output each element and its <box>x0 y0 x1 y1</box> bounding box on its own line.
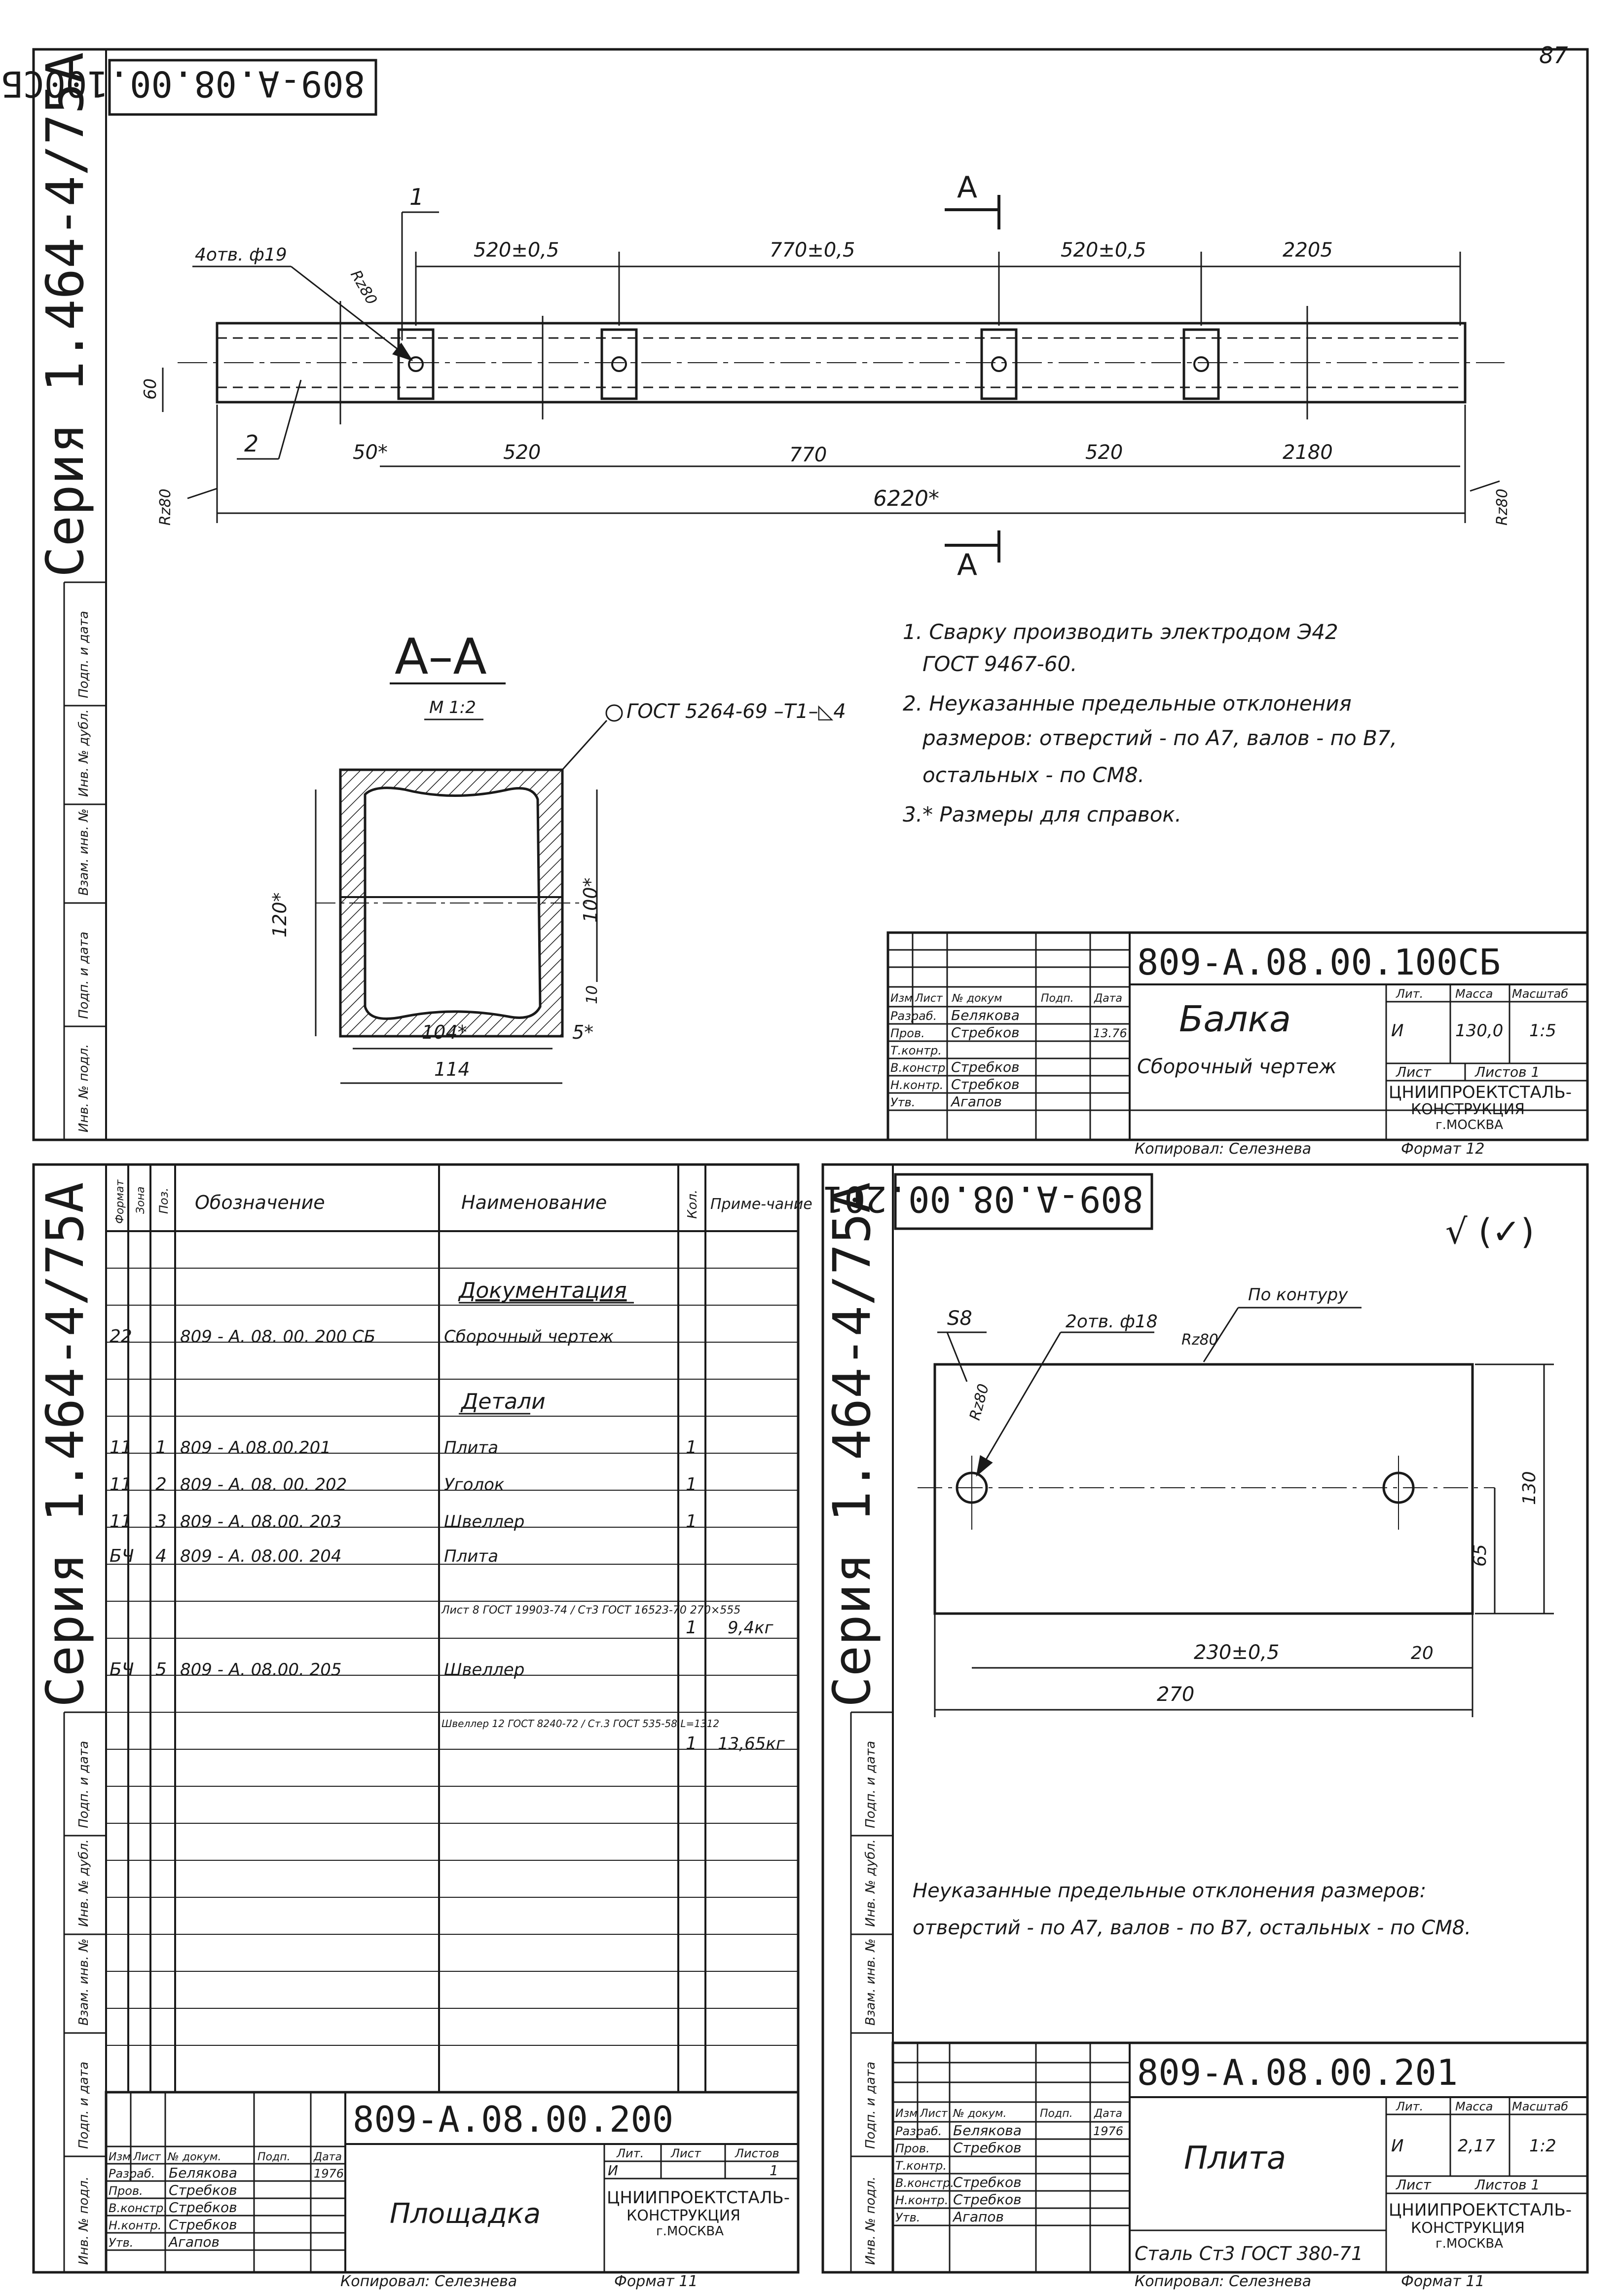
tb-role: В.констр. <box>895 2176 955 2190</box>
spec-qty: 1 <box>686 1437 697 1458</box>
rz-top: Rz80 <box>1181 1331 1218 1349</box>
note-line: остальных - по СМ8. <box>922 763 1145 787</box>
rz-hole: Rz80 <box>966 1382 993 1423</box>
side-label: Подп. и дата <box>76 931 91 1019</box>
dim-520-c: 520 <box>503 441 541 464</box>
spec-name: Плита <box>444 1438 499 1458</box>
tb-hdr: Дата <box>314 2151 342 2163</box>
tb-role: В.констр. <box>109 2201 168 2215</box>
tb-format: Формат 12 <box>1401 1140 1485 1158</box>
dim-100: 100* <box>580 877 601 923</box>
spec-pos: 1 <box>155 1437 167 1458</box>
dim-270: 270 <box>1157 1683 1195 1706</box>
spec-code: 809 - А. 08. 00. 202 <box>180 1475 347 1495</box>
tb-sheets: Листов 1 <box>1475 2177 1540 2193</box>
tb-person: Стребков <box>951 1076 1020 1092</box>
weld-note: ГОСТ 5264-69 –Т1–◺4 <box>626 700 846 723</box>
tb-sheet: Лист <box>1396 2177 1431 2193</box>
tb-role: Т.контр. <box>895 2159 947 2173</box>
tb-person: Стребков <box>953 2174 1022 2190</box>
side-label: Подп. и дата <box>76 2061 91 2149</box>
spec-name: Уголок <box>444 1475 505 1495</box>
page-number: 87 <box>1539 42 1568 69</box>
spec-hdr-pos: Поз. <box>157 1187 171 1214</box>
spec-hdr-format: Формат <box>114 1179 126 1224</box>
spec-code: 809 - А. 08.00. 204 <box>180 1546 342 1566</box>
side-label: Подп. и дата <box>76 610 91 698</box>
holes-label: 4отв. ф19 <box>195 245 287 265</box>
note-line: ГОСТ 9467-60. <box>922 652 1077 676</box>
tb-org: ЦНИИПРОЕКТСТАЛЬ- <box>1389 1083 1572 1102</box>
dim-770-a: 770±0,5 <box>770 239 855 262</box>
tb-hdr: Дата <box>1094 992 1122 1005</box>
tb-hdr: Изм <box>109 2151 131 2163</box>
stamp-code-inverted: 809-А.08.00.201 <box>822 1178 1143 1220</box>
tb-date: 13.76 <box>1093 1026 1127 1040</box>
tb-role: Разраб. <box>895 2124 942 2138</box>
spec-row <box>110 1474 697 1495</box>
spec-fmt: 11 <box>110 1437 132 1458</box>
dim-65: 65 <box>1470 1544 1490 1567</box>
roughness-symbol: √ (✓) <box>1445 1211 1535 1252</box>
tb-person: Белякова <box>951 1007 1020 1023</box>
plate-sheet <box>822 1165 1587 2290</box>
dim-230: 230±0,5 <box>1194 1641 1280 1664</box>
tb-mass: 2,17 <box>1458 2136 1495 2156</box>
spec-title-code: 809-А.08.00.200 <box>353 2099 674 2140</box>
spec-name: Плита <box>444 1546 499 1566</box>
tb-person: Стребков <box>169 2217 237 2233</box>
title-code: 809-А.08.00.100СБ <box>1137 941 1501 983</box>
tb-hdr: Изм <box>890 992 913 1005</box>
tb-mass: 130,0 <box>1455 1021 1504 1041</box>
spec-row <box>110 1511 697 1532</box>
plate-title-name: Плита <box>1184 2140 1287 2177</box>
tb-copied: Копировал: Селезнева <box>1135 1140 1312 1158</box>
dim-2180: 2180 <box>1283 441 1333 464</box>
tb-person: Стребков <box>951 1059 1020 1075</box>
tb-person: Стребков <box>953 2140 1022 2156</box>
tb-copied: Копировал: Селезнева <box>340 2273 517 2290</box>
spec-hdr-name: Наименование <box>461 1192 607 1213</box>
tb-sheets: 1 <box>770 2162 778 2179</box>
note-line: 3.* Размеры для справок. <box>903 802 1182 827</box>
tb-person: Агапов <box>953 2209 1004 2225</box>
spec-pos: 2 <box>155 1474 167 1495</box>
side-label: Инв. № дубл. <box>76 709 91 797</box>
spec-name: Швеллер 12 ГОСТ 8240-72 / Ст.3 ГОСТ 535-58 L=1312 <box>442 1718 720 1730</box>
tb-lit: И <box>1391 2136 1404 2156</box>
plate-title-code: 809-А.08.00.201 <box>1137 2052 1458 2093</box>
note-line: размеров: отверстий - по А7, валов - по В7, <box>922 726 1397 750</box>
spec-title-name: Площадка <box>390 2198 541 2230</box>
tb-role: Утв. <box>109 2236 134 2250</box>
tb-person: Стребков <box>169 2182 237 2198</box>
spec-hdr-code: Обозначение <box>195 1192 325 1213</box>
spec-fmt: 22 <box>110 1326 132 1347</box>
tb-role: Пров. <box>890 1026 925 1040</box>
spec-qty: 1 <box>686 1733 697 1754</box>
spec-hdr-qty: Кол. <box>685 1189 700 1219</box>
dim-10: 10 <box>584 985 601 1004</box>
tb-lit-hdr: Листов <box>735 2146 779 2160</box>
tb-org: г.МОСКВА <box>1436 1118 1504 1132</box>
tb-lit-hdr: Лит. <box>617 2146 644 2160</box>
tb-role: Разраб. <box>109 2167 155 2181</box>
tb-hdr: № докум. <box>168 2151 221 2163</box>
section-mark-bottom: А <box>957 548 978 582</box>
title-doc-type: Сборочный чертеж <box>1137 1055 1337 1078</box>
dim-520-b: 520±0,5 <box>1061 239 1146 262</box>
beam-elevation <box>178 301 1505 424</box>
rz-left: Rz80 <box>157 489 174 526</box>
tb-role: Н.контр. <box>890 1078 944 1092</box>
tb-hdr: Лист <box>920 2108 948 2120</box>
side-label: Подп. и дата <box>863 2061 878 2149</box>
spec-code: 809 - А.08.00.201 <box>180 1438 331 1458</box>
side-label: Инв. № подл. <box>76 1044 91 1132</box>
tb-hdr: Дата <box>1094 2108 1122 2120</box>
tb-lit-hdr: Масса <box>1455 987 1493 1001</box>
dim-6220: 6220* <box>873 486 939 511</box>
position-1: 1 <box>409 184 424 210</box>
tb-sheets: Листов 1 <box>1475 1064 1540 1080</box>
dim-130: 130 <box>1519 1471 1540 1505</box>
tb-hdr: Подп. <box>258 2151 291 2163</box>
spec-name: Сборочный чертеж <box>444 1327 614 1347</box>
tb-lit-hdr: Масса <box>1455 2100 1493 2113</box>
tb-org: КОНСТРУКЦИЯ <box>626 2207 740 2224</box>
rz-right: Rz80 <box>1494 489 1511 526</box>
series-label: Серия 1.464-4/75А <box>35 52 95 577</box>
spec-section-parts: Детали <box>461 1389 546 1414</box>
dim-114: 114 <box>434 1058 470 1080</box>
position-2: 2 <box>244 430 259 457</box>
spec-row <box>442 1718 785 1754</box>
tb-org: ЦНИИПРОЕКТСТАЛЬ- <box>1389 2200 1572 2220</box>
dim-104: 104* <box>422 1021 467 1043</box>
spec-row <box>441 1604 774 1638</box>
tb-role: Н.контр. <box>109 2219 162 2232</box>
section-mark-top: А <box>957 170 978 205</box>
spec-code: 809 - А. 08.00. 205 <box>180 1660 342 1680</box>
spec-pos: 4 <box>155 1546 167 1566</box>
tb-org: г.МОСКВА <box>1436 2236 1504 2251</box>
side-label: Подп. и дата <box>76 1740 91 1828</box>
dim-20: 20 <box>1411 1643 1434 1663</box>
tb-lit-hdr: Лит. <box>1396 2100 1424 2113</box>
tb-role: Н.контр. <box>895 2193 949 2207</box>
spec-row <box>110 1437 697 1458</box>
tb-lit-hdr: Масштаб <box>1512 987 1569 1001</box>
spec-qty: 1 <box>686 1474 697 1495</box>
tb-person: Агапов <box>951 1093 1002 1110</box>
tb-role: Пров. <box>895 2142 930 2155</box>
tb-date: 1976 <box>314 2167 344 2181</box>
spec-section-docs: Документация <box>459 1278 627 1303</box>
spec-fmt: 11 <box>110 1474 132 1495</box>
tb-sheet: Лист <box>1396 1064 1431 1080</box>
spec-qty: 1 <box>686 1511 697 1532</box>
spec-note: 13,65кг <box>718 1734 785 1754</box>
side-label: Инв. № подл. <box>76 2176 91 2265</box>
spec-fmt: 11 <box>110 1511 132 1532</box>
tb-role: Т.контр. <box>890 1044 942 1057</box>
dim-520-a: 520±0,5 <box>474 239 559 262</box>
note-line: 1. Сварку производить электродом Э42 <box>903 620 1338 644</box>
tb-date: 1976 <box>1093 2124 1124 2138</box>
spec-hdr-note: Приме-чание <box>710 1196 812 1213</box>
spec-name: Швеллер <box>444 1512 525 1532</box>
tb-role: Разраб. <box>890 1009 937 1023</box>
tb-hdr: № докум. <box>953 2108 1007 2120</box>
spec-row <box>110 1326 614 1347</box>
side-label: Взам. инв. № <box>76 1938 91 2026</box>
dim-5: 5* <box>572 1021 594 1043</box>
tb-person: Стребков <box>951 1024 1020 1041</box>
side-label: Подп. и дата <box>863 1740 878 1828</box>
series-label: Серия 1.464-4/75А <box>822 1182 882 1707</box>
contour-label: По контуру <box>1248 1285 1348 1305</box>
tb-lit: И <box>608 2162 618 2179</box>
tb-copied: Копировал: Селезнева <box>1135 2273 1312 2290</box>
dim-120: 120* <box>269 892 291 938</box>
tb-person: Белякова <box>953 2122 1022 2139</box>
spec-fmt: БЧ <box>110 1659 134 1680</box>
tb-hdr: Лист <box>915 992 943 1005</box>
tb-person: Белякова <box>169 2165 237 2181</box>
spec-name: Швеллер <box>444 1660 525 1680</box>
tb-hdr: № докум <box>952 992 1002 1005</box>
dim-770-b: 770 <box>789 444 827 466</box>
tb-hdr: Подп. <box>1041 992 1074 1005</box>
roughness-rz: Rz80 <box>347 267 380 308</box>
dim-50: 50* <box>353 441 388 464</box>
tb-scale: 1:5 <box>1529 1021 1556 1041</box>
tb-role: Утв. <box>890 1095 916 1109</box>
section-title: А–А <box>395 628 487 685</box>
spec-note: 9,4кг <box>728 1618 773 1638</box>
tb-org: ЦНИИПРОЕКТСТАЛЬ- <box>607 2188 790 2208</box>
spec-row <box>110 1659 524 1680</box>
holes-label: 2отв. ф18 <box>1066 1312 1158 1332</box>
tb-format: Формат 11 <box>614 2273 698 2290</box>
tb-person: Стребков <box>953 2191 1022 2208</box>
stamp-code-inverted: 809-А.08.00.100СБ <box>1 63 365 105</box>
plate-note: отверстий - по А7, валов - по В7, остальных - по СМ8. <box>913 1917 1471 1939</box>
tb-role: Утв. <box>895 2211 920 2224</box>
spec-code: 809 - А. 08.00. 203 <box>180 1512 342 1532</box>
spec-fmt: БЧ <box>110 1546 134 1566</box>
spec-name: Лист 8 ГОСТ 19903-74 / Ст3 ГОСТ 16523-70 270×555 <box>442 1604 741 1617</box>
side-label: Инв. № дубл. <box>76 1839 91 1927</box>
spec-qty: 1 <box>686 1618 697 1638</box>
side-label: Инв. № подл. <box>863 2176 878 2265</box>
tb-person: Агапов <box>169 2234 220 2250</box>
spec-pos: 3 <box>155 1511 167 1532</box>
title-name: Балка <box>1179 998 1291 1040</box>
series-label: Серия 1.464-4/75А <box>35 1182 95 1707</box>
note-line: 2. Неуказанные предельные отклонения <box>903 691 1352 715</box>
tb-lit-hdr: Лист <box>671 2146 701 2160</box>
plate-note: Неуказанные предельные отклонения размеров: <box>913 1880 1427 1902</box>
tb-role: Пров. <box>109 2184 143 2198</box>
spec-rows-grid <box>106 1268 798 2092</box>
section-profile <box>316 770 587 1036</box>
spec-hdr-zone: Зона <box>135 1186 147 1214</box>
tb-org: КОНСТРУКЦИЯ <box>1411 1101 1525 1118</box>
dim-s8: S8 <box>947 1307 972 1330</box>
section-scale: М 1:2 <box>429 698 476 717</box>
tb-org: КОНСТРУКЦИЯ <box>1411 2220 1525 2237</box>
spec-code: 809 - А. 08. 00. 200 СБ <box>180 1327 376 1347</box>
side-label: Инв. № дубл. <box>863 1839 878 1927</box>
plate-outline <box>935 1364 1473 1614</box>
tb-lit-hdr: Лит. <box>1396 987 1424 1001</box>
tb-person: Стребков <box>169 2199 237 2216</box>
dim-520-d: 520 <box>1085 441 1123 464</box>
tb-hdr: Лист <box>133 2151 161 2163</box>
plate-material: Сталь Ст3 ГОСТ 380-71 <box>1135 2243 1363 2264</box>
dim-60: 60 <box>141 378 160 400</box>
tb-org: г.МОСКВА <box>656 2224 724 2239</box>
dim-2205: 2205 <box>1283 239 1333 262</box>
side-label: Взам. инв. № <box>76 808 91 896</box>
spec-pos: 5 <box>155 1659 167 1680</box>
tb-scale: 1:2 <box>1529 2136 1556 2156</box>
tb-lit-hdr: Масштаб <box>1512 2100 1569 2113</box>
side-label: Взам. инв. № <box>863 1938 878 2026</box>
tb-hdr: Подп. <box>1040 2108 1073 2120</box>
spec-sheet <box>34 1165 812 2290</box>
tb-lit: И <box>1391 1021 1404 1041</box>
tb-format: Формат 11 <box>1401 2273 1485 2290</box>
top-sheet <box>1 49 1587 1158</box>
tb-hdr: Изм <box>895 2108 918 2120</box>
tb-role: В.констр <box>890 1061 946 1075</box>
